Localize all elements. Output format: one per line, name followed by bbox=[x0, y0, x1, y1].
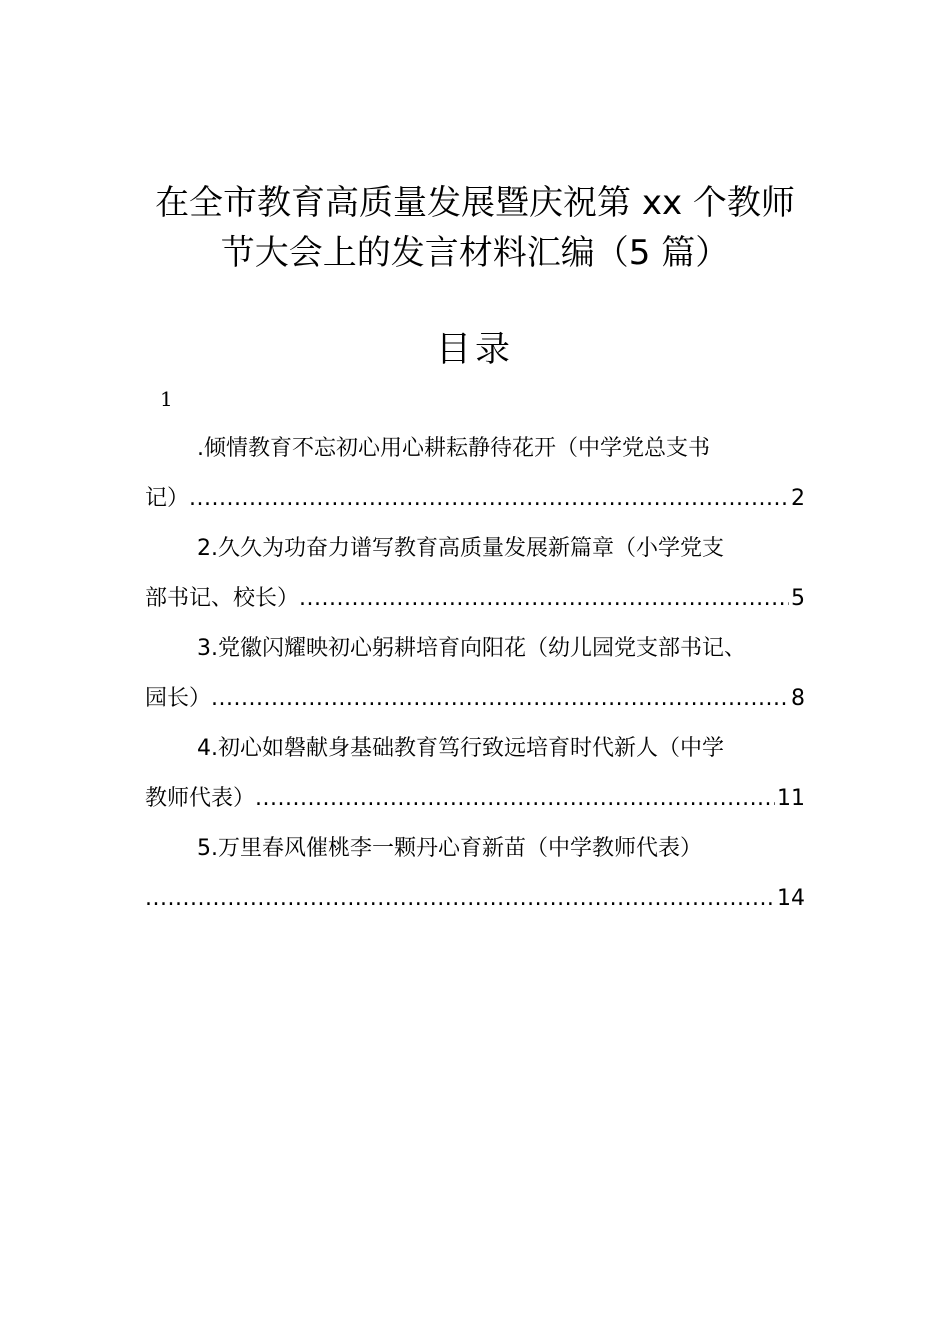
toc-entry-2[interactable] bbox=[145, 524, 805, 624]
toc-page-number: 2 bbox=[791, 486, 805, 511]
dot-leader bbox=[255, 774, 775, 824]
table-of-contents bbox=[145, 424, 805, 924]
document-title bbox=[0, 178, 950, 278]
toc-entry-title-end: 部书记、校长） bbox=[145, 586, 300, 611]
toc-entry-1[interactable] bbox=[145, 424, 805, 524]
toc-heading: 目录 bbox=[435, 330, 514, 370]
toc-entry-title: 5.万里春风催桃李一颗丹心育新苗（中学教师代表） bbox=[197, 836, 702, 861]
toc-entry-title: 3.党徽闪耀映初心躬耕培育向阳花（幼儿园党支部书记、 bbox=[197, 636, 746, 661]
title-line-2: 节大会上的发言材料汇编（5 篇） bbox=[220, 233, 730, 273]
toc-page-number: 11 bbox=[777, 786, 805, 811]
dot-leader bbox=[145, 874, 775, 924]
toc-entry-continuation bbox=[145, 474, 805, 524]
toc-entry-continuation bbox=[145, 574, 805, 624]
toc-entry-3[interactable] bbox=[145, 624, 805, 724]
title-line-1: 在全市教育高质量发展暨庆祝第 xx 个教师 bbox=[155, 183, 795, 223]
toc-entry-continuation bbox=[145, 774, 805, 824]
toc-entry-title: 2.久久为功奋力谱写教育高质量发展新篇章（小学党支 bbox=[197, 536, 724, 561]
toc-entry-title-end: 教师代表） bbox=[145, 786, 256, 811]
toc-entry-title-end: 园长） bbox=[145, 686, 212, 711]
toc-page-number: 5 bbox=[791, 586, 805, 611]
toc-entry-title-end: 记） bbox=[145, 486, 190, 511]
toc-entry-4[interactable] bbox=[145, 724, 805, 824]
toc-entry-continuation bbox=[145, 874, 805, 924]
toc-page-number: 8 bbox=[791, 686, 805, 711]
toc-entry-title: 4.初心如磐献身基础教育笃行致远培育时代新人（中学 bbox=[197, 736, 724, 761]
footnote-mark: 1 bbox=[160, 387, 173, 411]
toc-entry-continuation bbox=[145, 674, 805, 724]
toc-page-number: 14 bbox=[777, 886, 805, 911]
dot-leader bbox=[299, 574, 789, 624]
toc-entry-title: .倾情教育不忘初心用心耕耘静待花开（中学党总支书 bbox=[197, 436, 710, 461]
dot-leader bbox=[189, 474, 789, 524]
dot-leader bbox=[211, 674, 789, 724]
toc-entry-5[interactable] bbox=[145, 824, 805, 924]
